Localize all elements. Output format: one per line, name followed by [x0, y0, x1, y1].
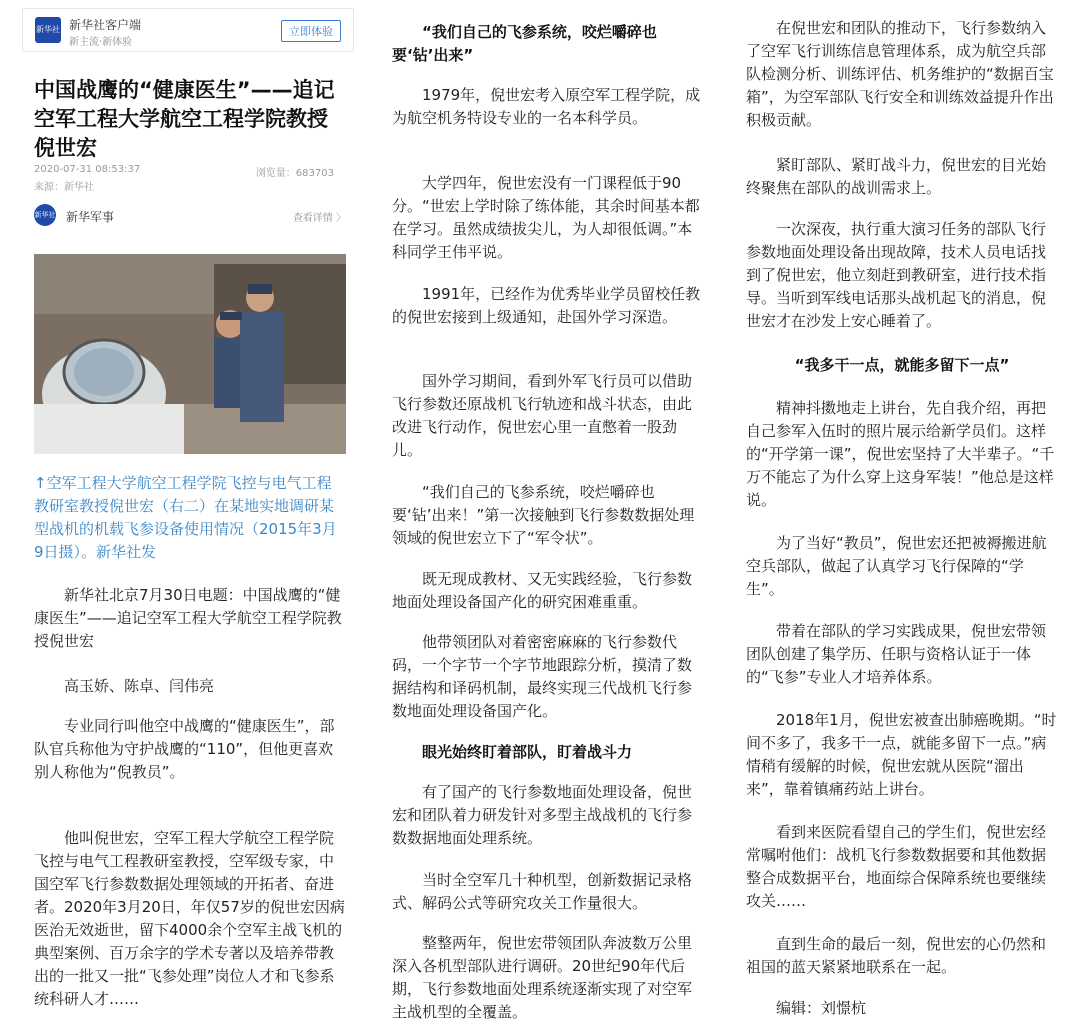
view-count: 浏览量：683703 [255, 168, 334, 179]
paragraph: 紧盯部队、紧盯战斗力，倪世宏的目光始终聚焦在部队的战训需求上。 [746, 156, 1047, 197]
paragraph: 1979年，倪世宏考入原空军工程学院，成为航空机务特设专业的一名本科学员。 [392, 86, 701, 127]
photo-caption: ↑空军工程大学航空工程学院飞控与电气工程教研室教授倪世宏（右二）在某地实地调研某型战机的机载飞参设备使用情况（2015年3月9日摄）。新华社发 [34, 474, 337, 561]
paragraph: 新华社北京7月30日电题：中国战鹰的“健康医生”——追记空军工程大学航空工程学院教授倪世宏 [34, 586, 342, 650]
column-middle [392, 0, 704, 1032]
photo-illustration [34, 254, 346, 454]
column-right [746, 0, 1058, 1032]
app-slogan: 新主流·新体验 [69, 37, 133, 48]
xinhua-logo: 新华社 [35, 17, 61, 43]
article-photo [34, 254, 346, 454]
paragraph-authors: 高玉娇、陈卓、闫伟亮 [64, 677, 215, 695]
paragraph: 既无现成教材、又无实践经验，飞行参数地面处理设备国产化的研究困难重重。 [392, 570, 693, 611]
paragraph: 1991年，已经作为优秀毕业学员留校任教的倪世宏接到上级通知，赴国外学习深造。 [392, 285, 701, 326]
avatar: 新华社 [34, 204, 56, 226]
paragraph: 他带领团队对着密密麻麻的飞行参数代码，一个字节一个字节地跟踪分析，摸清了数据结构和译码机制，最终实现三代战机飞行参数地面处理设备国产化。 [392, 633, 693, 720]
editor-credit: 编辑：刘憬杭 [776, 999, 867, 1017]
paragraph: 2018年1月，倪世宏被查出肺癌晚期。“时间不多了，我多干一点，就能多留下一点。”病情稍有缓解的时候，倪世宏就从医院“溜出来”，靠着镇痛药站上讲台。 [746, 711, 1057, 798]
article-title: 中国战鹰的“健康医生”——追记空军工程大学航空工程学院教授倪世宏 [34, 78, 335, 160]
paragraph: “我们自己的飞参系统，咬烂嚼碎也要‘钻’出来！”第一次接触到飞行参数数据处理领域的倪世宏立下了“军令状”。 [392, 483, 695, 547]
paragraph: 精神抖擞地走上讲台，先自我介绍，再把自己参军入伍时的照片展示给新学员们。这样的“开学第一课”，倪世宏坚持了大半辈子。“千万不能忘了为什么穿上这身军装！”他总是这样说。 [746, 399, 1055, 509]
paragraph: 整整两年，倪世宏带领团队奔波数万公里深入各机型部队进行调研。20世纪90年代后期，飞行参数地面处理系统逐渐实现了对空军主战机型的全覆盖。 [392, 934, 693, 1021]
paragraph: 大学四年，倪世宏没有一门课程低于90分。“世宏上学时除了练体能，其余时间基本都在学习。虽然成绩拔尖儿，为人却很低调。”本科同学王伟平说。 [392, 174, 700, 261]
account-row[interactable] [34, 204, 346, 228]
paragraph: 在倪世宏和团队的推动下，飞行参数纳入了空军飞行训练信息管理体系，成为航空兵部队检测分析、训练评估、机务维护的“数据百宝箱”，为空军部队飞行安全和训练效益提升作出积极贡献。 [746, 19, 1054, 129]
paragraph: 带着在部队的学习实践成果，倪世宏带领团队创建了集学历、任职与资格认证于一体的“飞参”专业人才培养体系。 [746, 622, 1047, 686]
account-name[interactable]: 新华军事 [66, 210, 115, 224]
paragraph: 直到生命的最后一刻，倪世宏的心仍然和祖国的蓝天紧紧地联系在一起。 [746, 935, 1047, 976]
paragraph: 有了国产的飞行参数地面处理设备，倪世宏和团队着力研发针对多型主战战机的飞行参数数据地面处理系统。 [392, 783, 693, 847]
paragraph: 一次深夜，执行重大演习任务的部队飞行参数地面处理设备出现故障，技术人员电话找到了倪世宏，他立刻赶到教研室，进行技术指导。当听到军线电话那头战机起飞的消息，倪世宏才在沙发上安心睡着了。 [746, 220, 1047, 330]
view-detail-link[interactable]: 查看详情 〉 [292, 213, 346, 224]
paragraph: 专业同行叫他空中战鹰的“健康医生”，部队官兵称他为守护战鹰的“110”，但他更喜欢别人称他为“倪教员”。 [34, 717, 335, 781]
app-promo-banner[interactable] [22, 8, 354, 52]
paragraph: 他叫倪世宏，空军工程大学航空工程学院飞控与电气工程教研室教授，空军级专家，中国空军飞行参数数据处理领域的开拓者、奋进者。2020年3月20日，年仅57岁的倪世宏因病医治无效逝世，留下4000余个空军主战飞机的典型案例、百万余字的学术专著以及培养带教出的一批又一批“飞参处理”岗位人才和飞参系统科研人才…… [34, 829, 345, 1008]
section-heading: 眼光始终盯着部队，盯着战斗力 [422, 743, 633, 761]
try-now-button[interactable]: 立即体验 [281, 20, 341, 42]
column-left [22, 0, 356, 1032]
paragraph: 为了当好“教员”，倪世宏还把被褥搬进航空兵部队，做起了认真学习飞行保障的“学生”。 [746, 534, 1047, 598]
section-heading: “我多干一点，就能多留下一点” [794, 356, 1010, 374]
article-source: 来源：新华社 [34, 182, 94, 193]
section-heading: “我们自己的飞参系统，咬烂嚼碎也要‘钻’出来” [392, 23, 657, 64]
paragraph: 国外学习期间，看到外军飞行员可以借助飞行参数还原战机飞行轨迹和战斗状态，由此改进飞行动作，倪世宏心里一直憋着一股劲儿。 [392, 372, 693, 459]
app-name: 新华社客户端 [69, 18, 142, 32]
paragraph: 当时全空军几十种机型，创新数据记录格式、解码公式等研究攻关工作量很大。 [392, 871, 693, 912]
publish-date: 2020-07-31 08:53:37 [34, 164, 141, 175]
paragraph: 看到来医院看望自己的学生们，倪世宏经常嘱咐他们：战机飞行参数数据要和其他数据整合成数据平台，地面综合保障系统也要继续攻关…… [746, 823, 1047, 910]
